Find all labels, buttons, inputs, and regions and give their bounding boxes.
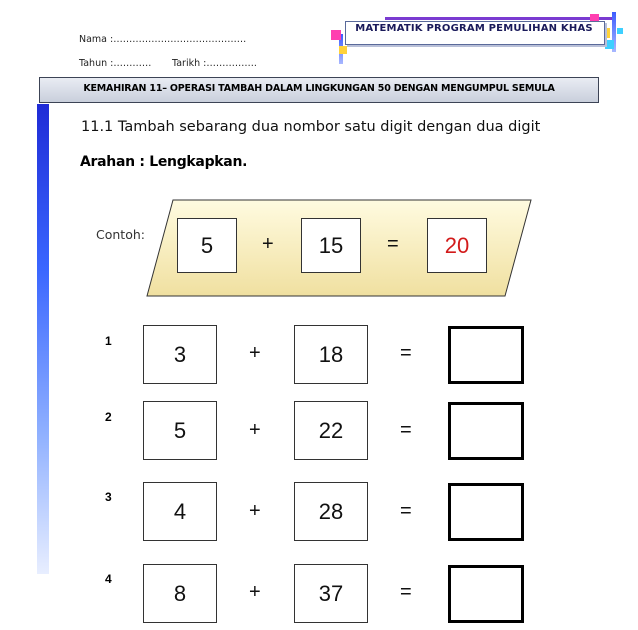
question-plus-sign: + (249, 581, 261, 603)
question-addend-b: 37 (294, 564, 368, 623)
date-field-label: Tarikh :……………. (172, 58, 257, 69)
question-equals-sign: = (400, 342, 412, 364)
left-decorative-bar (37, 104, 49, 574)
question-addend-a: 4 (143, 482, 217, 541)
example-addend-a: 5 (177, 218, 237, 273)
question-number: 2 (105, 410, 112, 424)
question-addend-b: 22 (294, 401, 368, 460)
year-field-label: Tahun :………… (79, 58, 152, 69)
example-plus-sign: + (262, 233, 274, 255)
decor-square-magenta-left (331, 30, 341, 40)
program-title: MATEMATIK PROGRAM PEMULIHAN KHAS (355, 23, 593, 34)
question-addend-b: 28 (294, 482, 368, 541)
decor-square-cyan-small (617, 28, 623, 34)
question-addend-a: 3 (143, 325, 217, 384)
example-addend-b: 15 (301, 218, 361, 273)
question-number: 3 (105, 490, 112, 504)
decor-square-yellow-left (339, 46, 347, 54)
question-equals-sign: = (400, 500, 412, 522)
subtitle: 11.1 Tambah sebarang dua nombor satu digit dengan dua digit (81, 119, 541, 135)
example-label: Contoh: (96, 227, 145, 242)
question-equals-sign: = (400, 581, 412, 603)
name-field-label: Nama :…………………………………… (79, 34, 247, 45)
header-accent-line (385, 17, 615, 20)
decor-square-cyan (605, 40, 614, 49)
question-plus-sign: + (249, 419, 261, 441)
answer-box[interactable] (448, 326, 524, 384)
question-equals-sign: = (400, 419, 412, 441)
question-addend-b: 18 (294, 325, 368, 384)
answer-box[interactable] (448, 402, 524, 460)
example-result: 20 (427, 218, 487, 273)
answer-box[interactable] (448, 565, 524, 623)
question-plus-sign: + (249, 500, 261, 522)
instruction: Arahan : Lengkapkan. (80, 154, 248, 170)
example-equals-sign: = (387, 233, 399, 255)
question-addend-a: 8 (143, 564, 217, 623)
question-number: 1 (105, 334, 112, 348)
answer-box[interactable] (448, 483, 524, 541)
question-number: 4 (105, 572, 112, 586)
question-addend-a: 5 (143, 401, 217, 460)
skill-banner-text: KEMAHIRAN 11– OPERASI TAMBAH DALAM LINGKUNGAN 50 DENGAN MENGUMPUL SEMULA (83, 83, 555, 94)
question-plus-sign: + (249, 342, 261, 364)
